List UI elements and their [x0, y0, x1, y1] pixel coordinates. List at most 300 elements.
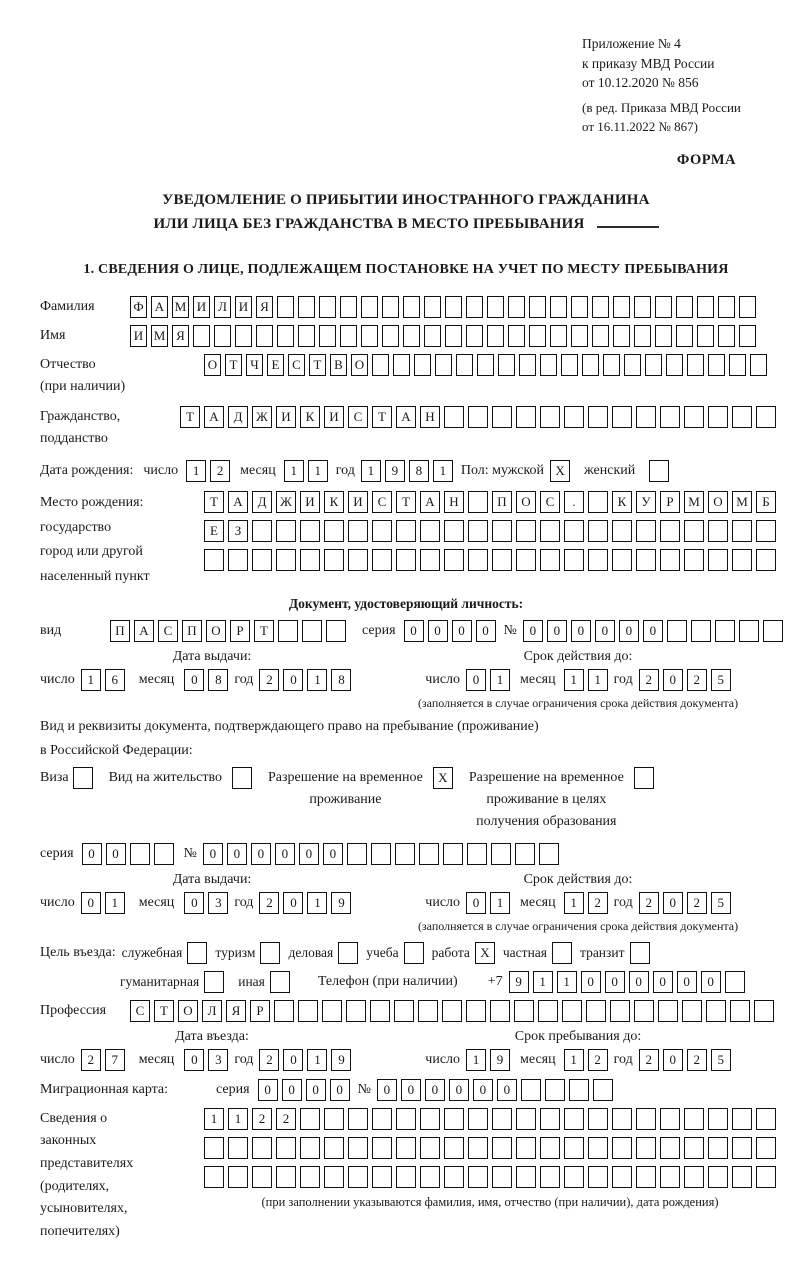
- form-cell[interactable]: 1: [588, 669, 608, 691]
- form-cell[interactable]: 0: [605, 971, 625, 993]
- form-cell[interactable]: 0: [184, 669, 204, 691]
- form-cell[interactable]: 1: [186, 460, 206, 482]
- form-cell[interactable]: 1: [564, 1049, 584, 1071]
- form-cell[interactable]: 0: [523, 620, 543, 642]
- form-cell[interactable]: [468, 1137, 488, 1159]
- form-cell[interactable]: О: [516, 491, 536, 513]
- form-cell[interactable]: [444, 1166, 464, 1188]
- form-cell[interactable]: [588, 1137, 608, 1159]
- form-cell[interactable]: 2: [687, 892, 707, 914]
- form-cell[interactable]: 0: [425, 1079, 445, 1101]
- form-cell[interactable]: [260, 942, 280, 964]
- form-cell[interactable]: Т: [180, 406, 200, 428]
- form-cell[interactable]: [706, 1000, 726, 1022]
- form-cell[interactable]: [739, 620, 759, 642]
- form-cell[interactable]: [492, 1137, 512, 1159]
- form-cell[interactable]: С: [158, 620, 178, 642]
- form-cell[interactable]: 2: [276, 1108, 296, 1130]
- form-cell[interactable]: Е: [267, 354, 284, 376]
- form-cell[interactable]: 1: [564, 669, 584, 691]
- form-cell[interactable]: 0: [184, 892, 204, 914]
- form-cell[interactable]: [466, 1000, 486, 1022]
- form-cell[interactable]: [603, 354, 620, 376]
- form-cell[interactable]: [270, 971, 290, 993]
- form-cell[interactable]: [498, 354, 515, 376]
- form-cell[interactable]: Д: [252, 491, 272, 513]
- form-cell[interactable]: X: [433, 767, 453, 789]
- form-cell[interactable]: [516, 1166, 536, 1188]
- form-cell[interactable]: [718, 296, 735, 318]
- form-cell[interactable]: 1: [307, 892, 327, 914]
- form-cell[interactable]: .: [564, 491, 584, 513]
- form-cell[interactable]: [708, 1166, 728, 1188]
- form-cell[interactable]: 2: [210, 460, 230, 482]
- form-cell[interactable]: [228, 1137, 248, 1159]
- form-cell[interactable]: [684, 1108, 704, 1130]
- form-cell[interactable]: [586, 1000, 606, 1022]
- form-cell[interactable]: И: [235, 296, 252, 318]
- form-cell[interactable]: [403, 325, 420, 347]
- form-cell[interactable]: [564, 520, 584, 542]
- form-cell[interactable]: [636, 406, 656, 428]
- form-cell[interactable]: [732, 406, 752, 428]
- form-cell[interactable]: [444, 520, 464, 542]
- form-cell[interactable]: [655, 296, 672, 318]
- form-cell[interactable]: [630, 942, 650, 964]
- form-cell[interactable]: [515, 843, 535, 865]
- form-cell[interactable]: [684, 520, 704, 542]
- form-cell[interactable]: 0: [653, 971, 673, 993]
- form-cell[interactable]: 0: [404, 620, 424, 642]
- form-cell[interactable]: [396, 520, 416, 542]
- form-cell[interactable]: И: [276, 406, 296, 428]
- form-cell[interactable]: [612, 1137, 632, 1159]
- form-cell[interactable]: 9: [509, 971, 529, 993]
- form-cell[interactable]: [708, 520, 728, 542]
- form-cell[interactable]: А: [151, 296, 168, 318]
- form-cell[interactable]: [371, 843, 391, 865]
- form-cell[interactable]: [715, 620, 735, 642]
- form-cell[interactable]: [612, 520, 632, 542]
- form-cell[interactable]: [393, 354, 410, 376]
- form-cell[interactable]: М: [732, 491, 752, 513]
- form-cell[interactable]: 1: [557, 971, 577, 993]
- form-cell[interactable]: [660, 1137, 680, 1159]
- form-cell[interactable]: [276, 1166, 296, 1188]
- form-cell[interactable]: [739, 296, 756, 318]
- form-cell[interactable]: Т: [225, 354, 242, 376]
- form-cell[interactable]: [624, 354, 641, 376]
- form-cell[interactable]: [676, 325, 693, 347]
- form-cell[interactable]: [660, 1166, 680, 1188]
- form-cell[interactable]: [550, 325, 567, 347]
- form-cell[interactable]: И: [300, 491, 320, 513]
- form-cell[interactable]: 0: [283, 1049, 303, 1071]
- form-cell[interactable]: 0: [619, 620, 639, 642]
- form-cell[interactable]: [420, 549, 440, 571]
- form-cell[interactable]: О: [204, 354, 221, 376]
- form-cell[interactable]: [396, 1137, 416, 1159]
- form-cell[interactable]: И: [324, 406, 344, 428]
- form-cell[interactable]: 1: [490, 892, 510, 914]
- form-cell[interactable]: [491, 843, 511, 865]
- form-cell[interactable]: Е: [204, 520, 224, 542]
- form-cell[interactable]: [684, 549, 704, 571]
- form-cell[interactable]: [404, 942, 424, 964]
- form-cell[interactable]: [276, 549, 296, 571]
- form-cell[interactable]: [468, 549, 488, 571]
- form-cell[interactable]: [732, 520, 752, 542]
- form-cell[interactable]: П: [182, 620, 202, 642]
- form-cell[interactable]: [348, 1166, 368, 1188]
- form-cell[interactable]: [232, 767, 252, 789]
- form-cell[interactable]: [610, 1000, 630, 1022]
- form-cell[interactable]: 2: [259, 892, 279, 914]
- form-cell[interactable]: [396, 1166, 416, 1188]
- form-cell[interactable]: [582, 354, 599, 376]
- form-cell[interactable]: Ж: [252, 406, 272, 428]
- form-cell[interactable]: П: [492, 491, 512, 513]
- form-cell[interactable]: [468, 1166, 488, 1188]
- form-cell[interactable]: [682, 1000, 702, 1022]
- form-cell[interactable]: [130, 843, 150, 865]
- form-cell[interactable]: [444, 1137, 464, 1159]
- form-cell[interactable]: Ч: [246, 354, 263, 376]
- form-cell[interactable]: [729, 354, 746, 376]
- form-cell[interactable]: [326, 620, 346, 642]
- form-cell[interactable]: [754, 1000, 774, 1022]
- form-cell[interactable]: [300, 1108, 320, 1130]
- form-cell[interactable]: [256, 325, 273, 347]
- form-cell[interactable]: Т: [396, 491, 416, 513]
- form-cell[interactable]: 0: [677, 971, 697, 993]
- form-cell[interactable]: О: [178, 1000, 198, 1022]
- form-cell[interactable]: Н: [444, 491, 464, 513]
- form-cell[interactable]: [73, 767, 93, 789]
- form-cell[interactable]: [278, 620, 298, 642]
- form-cell[interactable]: 0: [643, 620, 663, 642]
- form-cell[interactable]: [588, 406, 608, 428]
- form-cell[interactable]: 5: [711, 892, 731, 914]
- form-cell[interactable]: П: [110, 620, 130, 642]
- form-cell[interactable]: [487, 296, 504, 318]
- form-cell[interactable]: [634, 296, 651, 318]
- form-cell[interactable]: [340, 325, 357, 347]
- form-cell[interactable]: 0: [663, 1049, 683, 1071]
- form-cell[interactable]: 1: [105, 892, 125, 914]
- form-cell[interactable]: О: [206, 620, 226, 642]
- form-cell[interactable]: [691, 620, 711, 642]
- form-cell[interactable]: 9: [490, 1049, 510, 1071]
- form-cell[interactable]: [588, 1166, 608, 1188]
- form-cell[interactable]: 0: [330, 1079, 350, 1101]
- form-cell[interactable]: [420, 520, 440, 542]
- form-cell[interactable]: [445, 296, 462, 318]
- form-cell[interactable]: [660, 520, 680, 542]
- form-cell[interactable]: Н: [420, 406, 440, 428]
- form-cell[interactable]: [300, 520, 320, 542]
- form-cell[interactable]: [514, 1000, 534, 1022]
- form-cell[interactable]: [687, 354, 704, 376]
- form-cell[interactable]: И: [348, 491, 368, 513]
- form-cell[interactable]: 0: [275, 843, 295, 865]
- form-cell[interactable]: Я: [256, 296, 273, 318]
- form-cell[interactable]: [372, 354, 389, 376]
- form-cell[interactable]: [540, 1166, 560, 1188]
- form-cell[interactable]: [274, 1000, 294, 1022]
- form-cell[interactable]: 1: [308, 460, 328, 482]
- form-cell[interactable]: [348, 520, 368, 542]
- form-cell[interactable]: [214, 325, 231, 347]
- form-cell[interactable]: С: [130, 1000, 150, 1022]
- form-cell[interactable]: [636, 549, 656, 571]
- form-cell[interactable]: 0: [81, 892, 101, 914]
- form-cell[interactable]: [477, 354, 494, 376]
- form-cell[interactable]: Б: [756, 491, 776, 513]
- form-cell[interactable]: 2: [252, 1108, 272, 1130]
- form-cell[interactable]: [521, 1079, 541, 1101]
- form-cell[interactable]: [468, 1108, 488, 1130]
- form-cell[interactable]: [732, 1108, 752, 1130]
- form-cell[interactable]: [588, 520, 608, 542]
- form-cell[interactable]: Л: [202, 1000, 222, 1022]
- form-cell[interactable]: [592, 325, 609, 347]
- form-cell[interactable]: 1: [361, 460, 381, 482]
- form-cell[interactable]: 1: [490, 669, 510, 691]
- form-cell[interactable]: [545, 1079, 565, 1101]
- form-cell[interactable]: 0: [452, 620, 472, 642]
- form-cell[interactable]: У: [636, 491, 656, 513]
- form-cell[interactable]: [612, 1166, 632, 1188]
- form-cell[interactable]: [492, 1166, 512, 1188]
- form-cell[interactable]: [418, 1000, 438, 1022]
- form-cell[interactable]: 9: [385, 460, 405, 482]
- form-cell[interactable]: [347, 843, 367, 865]
- form-cell[interactable]: Т: [309, 354, 326, 376]
- form-cell[interactable]: 2: [588, 1049, 608, 1071]
- form-cell[interactable]: Р: [660, 491, 680, 513]
- form-cell[interactable]: [324, 1137, 344, 1159]
- form-cell[interactable]: [708, 406, 728, 428]
- form-cell[interactable]: [276, 1137, 296, 1159]
- form-cell[interactable]: [613, 325, 630, 347]
- form-cell[interactable]: М: [172, 296, 189, 318]
- form-cell[interactable]: 2: [259, 1049, 279, 1071]
- form-cell[interactable]: 0: [377, 1079, 397, 1101]
- form-cell[interactable]: А: [420, 491, 440, 513]
- form-cell[interactable]: [492, 406, 512, 428]
- form-cell[interactable]: [424, 325, 441, 347]
- form-cell[interactable]: 2: [259, 669, 279, 691]
- form-cell[interactable]: [252, 1166, 272, 1188]
- form-cell[interactable]: 2: [687, 669, 707, 691]
- form-cell[interactable]: [372, 1108, 392, 1130]
- form-cell[interactable]: 0: [571, 620, 591, 642]
- form-cell[interactable]: [443, 843, 463, 865]
- form-cell[interactable]: 2: [639, 669, 659, 691]
- form-cell[interactable]: [564, 406, 584, 428]
- form-cell[interactable]: [319, 296, 336, 318]
- form-cell[interactable]: Ф: [130, 296, 147, 318]
- form-cell[interactable]: [732, 1137, 752, 1159]
- form-cell[interactable]: [508, 325, 525, 347]
- form-cell[interactable]: М: [684, 491, 704, 513]
- form-cell[interactable]: [593, 1079, 613, 1101]
- form-cell[interactable]: 1: [81, 669, 101, 691]
- form-cell[interactable]: [420, 1108, 440, 1130]
- form-cell[interactable]: [445, 325, 462, 347]
- form-cell[interactable]: [466, 325, 483, 347]
- form-cell[interactable]: [588, 1108, 608, 1130]
- form-cell[interactable]: [756, 1137, 776, 1159]
- form-cell[interactable]: [516, 549, 536, 571]
- form-cell[interactable]: [540, 520, 560, 542]
- form-cell[interactable]: [552, 942, 572, 964]
- form-cell[interactable]: 0: [581, 971, 601, 993]
- form-cell[interactable]: [569, 1079, 589, 1101]
- form-cell[interactable]: [636, 1166, 656, 1188]
- form-cell[interactable]: 5: [711, 1049, 731, 1071]
- form-cell[interactable]: Я: [172, 325, 189, 347]
- form-cell[interactable]: Я: [226, 1000, 246, 1022]
- form-cell[interactable]: [697, 325, 714, 347]
- form-cell[interactable]: [444, 406, 464, 428]
- form-cell[interactable]: 0: [449, 1079, 469, 1101]
- form-cell[interactable]: 0: [283, 669, 303, 691]
- form-cell[interactable]: [634, 767, 654, 789]
- form-cell[interactable]: 1: [564, 892, 584, 914]
- form-cell[interactable]: С: [540, 491, 560, 513]
- form-cell[interactable]: [718, 325, 735, 347]
- form-cell[interactable]: [660, 406, 680, 428]
- form-cell[interactable]: [435, 354, 452, 376]
- form-cell[interactable]: [300, 1137, 320, 1159]
- form-cell[interactable]: 0: [473, 1079, 493, 1101]
- form-cell[interactable]: 1: [204, 1108, 224, 1130]
- form-cell[interactable]: [444, 1108, 464, 1130]
- form-cell[interactable]: [676, 296, 693, 318]
- form-cell[interactable]: 1: [466, 1049, 486, 1071]
- form-cell[interactable]: [298, 296, 315, 318]
- form-cell[interactable]: [372, 549, 392, 571]
- form-cell[interactable]: [492, 549, 512, 571]
- form-cell[interactable]: [732, 549, 752, 571]
- form-cell[interactable]: X: [550, 460, 570, 482]
- form-cell[interactable]: [564, 1137, 584, 1159]
- form-cell[interactable]: [655, 325, 672, 347]
- form-cell[interactable]: [277, 296, 294, 318]
- form-cell[interactable]: [346, 1000, 366, 1022]
- form-cell[interactable]: [732, 1166, 752, 1188]
- form-cell[interactable]: [516, 1137, 536, 1159]
- form-cell[interactable]: [658, 1000, 678, 1022]
- form-cell[interactable]: 3: [208, 1049, 228, 1071]
- form-cell[interactable]: 0: [323, 843, 343, 865]
- form-cell[interactable]: [636, 1108, 656, 1130]
- form-cell[interactable]: [571, 325, 588, 347]
- form-cell[interactable]: [613, 296, 630, 318]
- form-cell[interactable]: 1: [533, 971, 553, 993]
- form-cell[interactable]: [684, 406, 704, 428]
- form-cell[interactable]: [252, 520, 272, 542]
- form-cell[interactable]: [571, 296, 588, 318]
- form-cell[interactable]: 0: [282, 1079, 302, 1101]
- form-cell[interactable]: [456, 354, 473, 376]
- form-cell[interactable]: [361, 325, 378, 347]
- form-cell[interactable]: [725, 971, 745, 993]
- form-cell[interactable]: [372, 1137, 392, 1159]
- form-cell[interactable]: [612, 1108, 632, 1130]
- form-cell[interactable]: [756, 549, 776, 571]
- form-cell[interactable]: [684, 1166, 704, 1188]
- form-cell[interactable]: Л: [214, 296, 231, 318]
- form-cell[interactable]: [756, 1108, 776, 1130]
- form-cell[interactable]: [529, 325, 546, 347]
- form-cell[interactable]: [466, 296, 483, 318]
- form-cell[interactable]: 0: [663, 669, 683, 691]
- form-cell[interactable]: [645, 354, 662, 376]
- form-cell[interactable]: [204, 971, 224, 993]
- form-cell[interactable]: [298, 1000, 318, 1022]
- form-cell[interactable]: [300, 549, 320, 571]
- form-cell[interactable]: 0: [283, 892, 303, 914]
- form-cell[interactable]: [252, 549, 272, 571]
- form-cell[interactable]: [684, 1137, 704, 1159]
- form-cell[interactable]: [324, 1108, 344, 1130]
- form-cell[interactable]: И: [193, 296, 210, 318]
- form-cell[interactable]: [660, 549, 680, 571]
- form-cell[interactable]: [395, 843, 415, 865]
- form-cell[interactable]: 0: [299, 843, 319, 865]
- form-cell[interactable]: [592, 296, 609, 318]
- form-cell[interactable]: [540, 549, 560, 571]
- form-cell[interactable]: К: [612, 491, 632, 513]
- form-cell[interactable]: И: [130, 325, 147, 347]
- form-cell[interactable]: [750, 354, 767, 376]
- form-cell[interactable]: 8: [331, 669, 351, 691]
- form-cell[interactable]: 0: [466, 892, 486, 914]
- form-cell[interactable]: [636, 520, 656, 542]
- form-cell[interactable]: 2: [81, 1049, 101, 1071]
- form-cell[interactable]: 1: [307, 1049, 327, 1071]
- form-cell[interactable]: [298, 325, 315, 347]
- form-cell[interactable]: Ж: [276, 491, 296, 513]
- form-cell[interactable]: [372, 1166, 392, 1188]
- form-cell[interactable]: [666, 354, 683, 376]
- form-cell[interactable]: [564, 1108, 584, 1130]
- form-cell[interactable]: 0: [251, 843, 271, 865]
- form-cell[interactable]: [322, 1000, 342, 1022]
- form-cell[interactable]: [538, 1000, 558, 1022]
- form-cell[interactable]: [204, 1166, 224, 1188]
- form-cell[interactable]: [468, 406, 488, 428]
- form-cell[interactable]: М: [151, 325, 168, 347]
- form-cell[interactable]: 3: [208, 892, 228, 914]
- form-cell[interactable]: 0: [227, 843, 247, 865]
- form-cell[interactable]: [708, 1108, 728, 1130]
- form-cell[interactable]: [467, 843, 487, 865]
- form-cell[interactable]: 0: [547, 620, 567, 642]
- form-cell[interactable]: [708, 549, 728, 571]
- form-cell[interactable]: Д: [228, 406, 248, 428]
- form-cell[interactable]: [340, 296, 357, 318]
- form-cell[interactable]: 2: [687, 1049, 707, 1071]
- form-cell[interactable]: 2: [639, 1049, 659, 1071]
- form-cell[interactable]: [403, 296, 420, 318]
- form-cell[interactable]: [420, 1166, 440, 1188]
- form-cell[interactable]: А: [396, 406, 416, 428]
- form-cell[interactable]: 0: [629, 971, 649, 993]
